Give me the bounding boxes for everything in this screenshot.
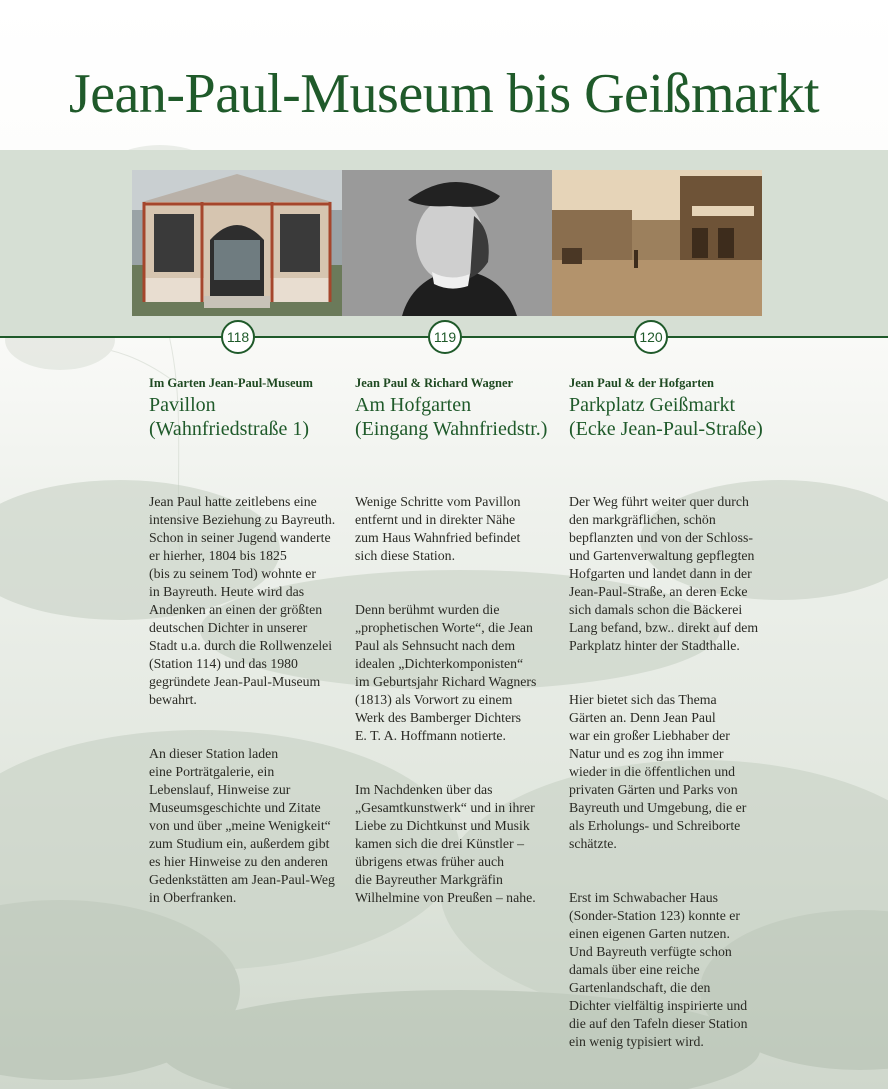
station-paragraph: Jean Paul hatte zeitlebens eine intensive Beziehung zu Bayreuth. Schon in seiner Jugend wanderte er hierher, 1804 bis 1825 (bis zu seinem Tod) wohnte er in Bayreuth. Heute wird das Andenken an einen der größten deutschen Dichter in unserer Stadt u.a. durch die Rollwenzelei (Station 114) und das 1980 gegründete Jean-Paul-Museum bewahrt. xyxy=(149,494,336,707)
station-119-column xyxy=(355,376,560,943)
station-heading-line1: Parkplatz Geißmarkt xyxy=(569,394,736,416)
street-photo xyxy=(552,170,762,316)
page-title: Jean-Paul-Museum bis Geißmarkt xyxy=(68,63,820,125)
station-paragraph: Der Weg führt weiter quer durch den markgräflichen, schön bepflanzten und von der Schloss- und Gartenverwaltung gepflegten Hofgarten und landet dann in der Jean-Paul-Straße, an deren Ecke sich damals schon die Bäckerei Lang befand, bzw.. direkt auf dem Parkplatz hinter der Stadthalle. xyxy=(569,494,759,653)
station-paragraph: Hier bietet sich das Thema Gärten an. Denn Jean Paul war ein großer Liebhaber der Natur und es zog ihn immer wieder in die öffentlichen und privaten Gärten und Parks von Bayreuth und Umgebung, die er als Erholungs- und Schreiborte schätzte. xyxy=(569,692,747,851)
station-paragraph: Im Nachdenken über das „Gesamtkunstwerk“ und in ihrer Liebe zu Dichtkunst und Musik kamen sich die drei Künstler – übrigens etwas früher auch die Bayreuther Markgräfin Wilhelmine von Preußen – nahe. xyxy=(355,782,536,905)
station-paragraph: Erst im Schwabacher Haus (Sonder-Station 123) konnte er einen eigenen Garten nutzen. Und Bayreuth verfügte schon damals über eine reiche Gartenlandschaft, die den Dichter vielfältig inspirierte und die auf den Tafeln dieser Station ein wenig typisiert wird. xyxy=(569,890,748,1049)
station-118-badge: 118 xyxy=(221,320,255,354)
station-heading-line1: Am Hofgarten xyxy=(355,394,472,416)
station-kicker: Im Garten Jean-Paul-Museum xyxy=(149,376,313,390)
station-kicker: Jean Paul & der Hofgarten xyxy=(569,376,714,390)
station-120-badge: 120 xyxy=(634,320,668,354)
station-118-column xyxy=(149,376,354,943)
station-paragraph: Wenige Schritte vom Pavillon entfernt und in direkter Nähe zum Haus Wahnfried befindet sich diese Station. xyxy=(355,494,521,563)
portrait-photo xyxy=(342,170,552,316)
station-119-badge: 119 xyxy=(428,320,462,354)
station-heading-line2: (Wahnfriedstraße 1) xyxy=(149,418,309,440)
station-120-column xyxy=(569,376,774,1087)
station-heading-line2: (Eingang Wahnfriedstr.) xyxy=(355,418,548,440)
station-paragraph: An dieser Station laden eine Porträtgalerie, ein Lebenslauf, Hinweise zur Museumsgeschichte und Zitate von und über „meine Wenigkeit“ zum Studium ein, außerdem gibt es hier Hinweise zu den anderen Gedenkstätten am Jean-Paul-Weg in Oberfranken. xyxy=(149,746,335,905)
station-heading-line1: Pavillon xyxy=(149,394,216,416)
station-heading-line2: (Ecke Jean-Paul-Straße) xyxy=(569,418,763,440)
station-paragraph: Denn berühmt wurden die „prophetischen Worte“, die Jean Paul als Sehnsucht nach dem idealen „Dichterkomponisten“ im Geburtsjahr Richard Wagners (1813) als Vorwort zu einem Werk des Bamberger Dichters E. T. A. Hoffmann notierte. xyxy=(355,602,537,743)
station-kicker: Jean Paul & Richard Wagner xyxy=(355,376,514,390)
pavilion-photo xyxy=(132,170,342,316)
